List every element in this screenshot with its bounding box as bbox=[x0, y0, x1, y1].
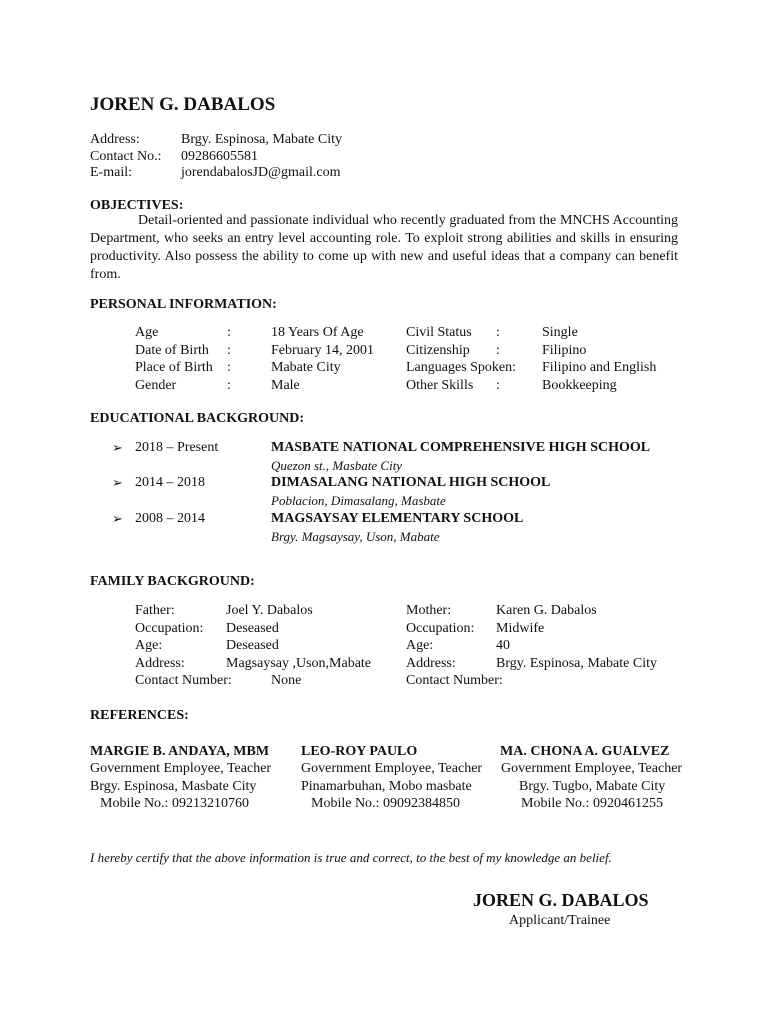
personal-sep: : bbox=[227, 325, 231, 340]
father-label: Age: bbox=[135, 638, 163, 653]
personal-label: Other Skills bbox=[406, 378, 474, 393]
references-heading: REFERENCES: bbox=[90, 708, 189, 723]
personal-value: Filipino bbox=[542, 343, 587, 358]
mother-label: Age: bbox=[406, 638, 434, 653]
email-label: E-mail: bbox=[90, 165, 132, 180]
education-location: Brgy. Magsaysay, Uson, Mabate bbox=[271, 529, 440, 544]
address-value: Brgy. Espinosa, Mabate City bbox=[181, 132, 342, 147]
reference-address: Brgy. Espinosa, Masbate City bbox=[90, 779, 257, 794]
personal-label: Age bbox=[135, 325, 159, 340]
personal-value: February 14, 2001 bbox=[271, 343, 375, 358]
reference-role: Government Employee, Teacher bbox=[501, 761, 683, 776]
personal-sep: : bbox=[496, 325, 500, 340]
personal-sep: : bbox=[227, 343, 231, 358]
personal-sep: : bbox=[227, 360, 231, 375]
father-value: Deseased bbox=[226, 621, 279, 636]
reference-mobile: Mobile No.: 0920461255 bbox=[521, 796, 663, 811]
objectives-paragraph bbox=[90, 212, 678, 284]
education-school: MASBATE NATIONAL COMPREHENSIVE HIGH SCHOOL bbox=[271, 440, 651, 455]
contact-label: Contact No.: bbox=[90, 149, 162, 164]
mother-label: Occupation: bbox=[406, 621, 475, 636]
address-label: Address: bbox=[90, 132, 140, 147]
personal-sep: : bbox=[496, 343, 500, 358]
objectives-text: Detail-oriented and passionate individual who recently graduated from the MNCHS Accounting Department, who seeks an entry level accounting role. To exploit strong abilities and skills in ensuring productivity. Also possess the ability to come up with new and useful ideas that a company can benefit from. bbox=[90, 213, 678, 282]
personal-label: Date of Birth bbox=[135, 343, 209, 358]
father-label: Contact Number: bbox=[135, 673, 232, 688]
reference-role: Government Employee, Teacher bbox=[301, 761, 483, 776]
father-value: Joel Y. Dabalos bbox=[226, 603, 313, 618]
mother-label: Contact Number: bbox=[406, 673, 503, 688]
mother-value: Brgy. Espinosa, Mabate City bbox=[496, 656, 657, 671]
reference-address: Pinamarbuhan, Mobo masbate bbox=[301, 779, 472, 794]
bullet-arrow-icon: ➢ bbox=[112, 511, 123, 526]
father-value: Deseased bbox=[226, 638, 279, 653]
father-label: Occupation: bbox=[135, 621, 204, 636]
signature-name: JOREN G. DABALOS bbox=[473, 890, 649, 910]
personal-label: Gender bbox=[135, 378, 177, 393]
personal-label: Place of Birth bbox=[135, 360, 213, 375]
reference-role: Government Employee, Teacher bbox=[90, 761, 272, 776]
personal-value: Filipino and English bbox=[542, 360, 657, 375]
personal-value: Male bbox=[271, 378, 300, 393]
personal-value: 18 Years Of Age bbox=[271, 325, 364, 340]
bullet-arrow-icon: ➢ bbox=[112, 440, 123, 455]
applicant-name: JOREN G. DABALOS bbox=[90, 94, 276, 115]
education-years: 2018 – Present bbox=[135, 440, 219, 455]
certification-statement: I hereby certify that the above information is true and correct, to the best of my knowledge an belief. bbox=[90, 850, 612, 865]
education-years: 2014 – 2018 bbox=[135, 475, 205, 490]
mother-value: Midwife bbox=[496, 621, 545, 636]
bullet-arrow-icon: ➢ bbox=[112, 475, 123, 490]
reference-address: Brgy. Tugbo, Mabate City bbox=[519, 779, 666, 794]
personal-value: Mabate City bbox=[271, 360, 341, 375]
father-value: Magsaysay ,Uson,Mabate bbox=[226, 656, 372, 671]
education-school: MAGSAYSAY ELEMENTARY SCHOOL bbox=[271, 511, 524, 526]
personal-info-heading: PERSONAL INFORMATION: bbox=[90, 297, 277, 312]
personal-label: Civil Status bbox=[406, 325, 472, 340]
mother-label: Address: bbox=[406, 656, 456, 671]
reference-name: MA. CHONA A. GUALVEZ bbox=[500, 744, 670, 759]
contact-value: 09286605581 bbox=[181, 149, 258, 164]
reference-name: MARGIE B. ANDAYA, MBM bbox=[90, 744, 270, 759]
personal-label: Citizenship bbox=[406, 343, 470, 358]
education-heading: EDUCATIONAL BACKGROUND: bbox=[90, 411, 305, 426]
email-value: jorendabalosJD@gmail.com bbox=[181, 165, 341, 180]
father-value: None bbox=[271, 673, 302, 688]
reference-mobile: Mobile No.: 09092384850 bbox=[311, 796, 460, 811]
father-label: Father: bbox=[135, 603, 175, 618]
personal-label: Languages Spoken: bbox=[406, 360, 517, 375]
signature-title: Applicant/Trainee bbox=[509, 913, 611, 928]
personal-sep: : bbox=[496, 378, 500, 393]
education-location: Poblacion, Dimasalang, Masbate bbox=[271, 493, 446, 508]
education-years: 2008 – 2014 bbox=[135, 511, 205, 526]
personal-sep: : bbox=[227, 378, 231, 393]
reference-name: LEO-ROY PAULO bbox=[301, 744, 418, 759]
mother-value: Karen G. Dabalos bbox=[496, 603, 597, 618]
family-heading: FAMILY BACKGROUND: bbox=[90, 574, 255, 589]
education-school: DIMASALANG NATIONAL HIGH SCHOOL bbox=[271, 475, 551, 490]
reference-mobile: Mobile No.: 09213210760 bbox=[100, 796, 249, 811]
education-location: Quezon st., Masbate City bbox=[271, 458, 403, 473]
mother-value: 40 bbox=[496, 638, 510, 653]
objectives-heading: OBJECTIVES: bbox=[90, 198, 184, 213]
mother-label: Mother: bbox=[406, 603, 452, 618]
personal-value: Single bbox=[542, 325, 578, 340]
personal-value: Bookkeeping bbox=[542, 378, 617, 393]
father-label: Address: bbox=[135, 656, 185, 671]
